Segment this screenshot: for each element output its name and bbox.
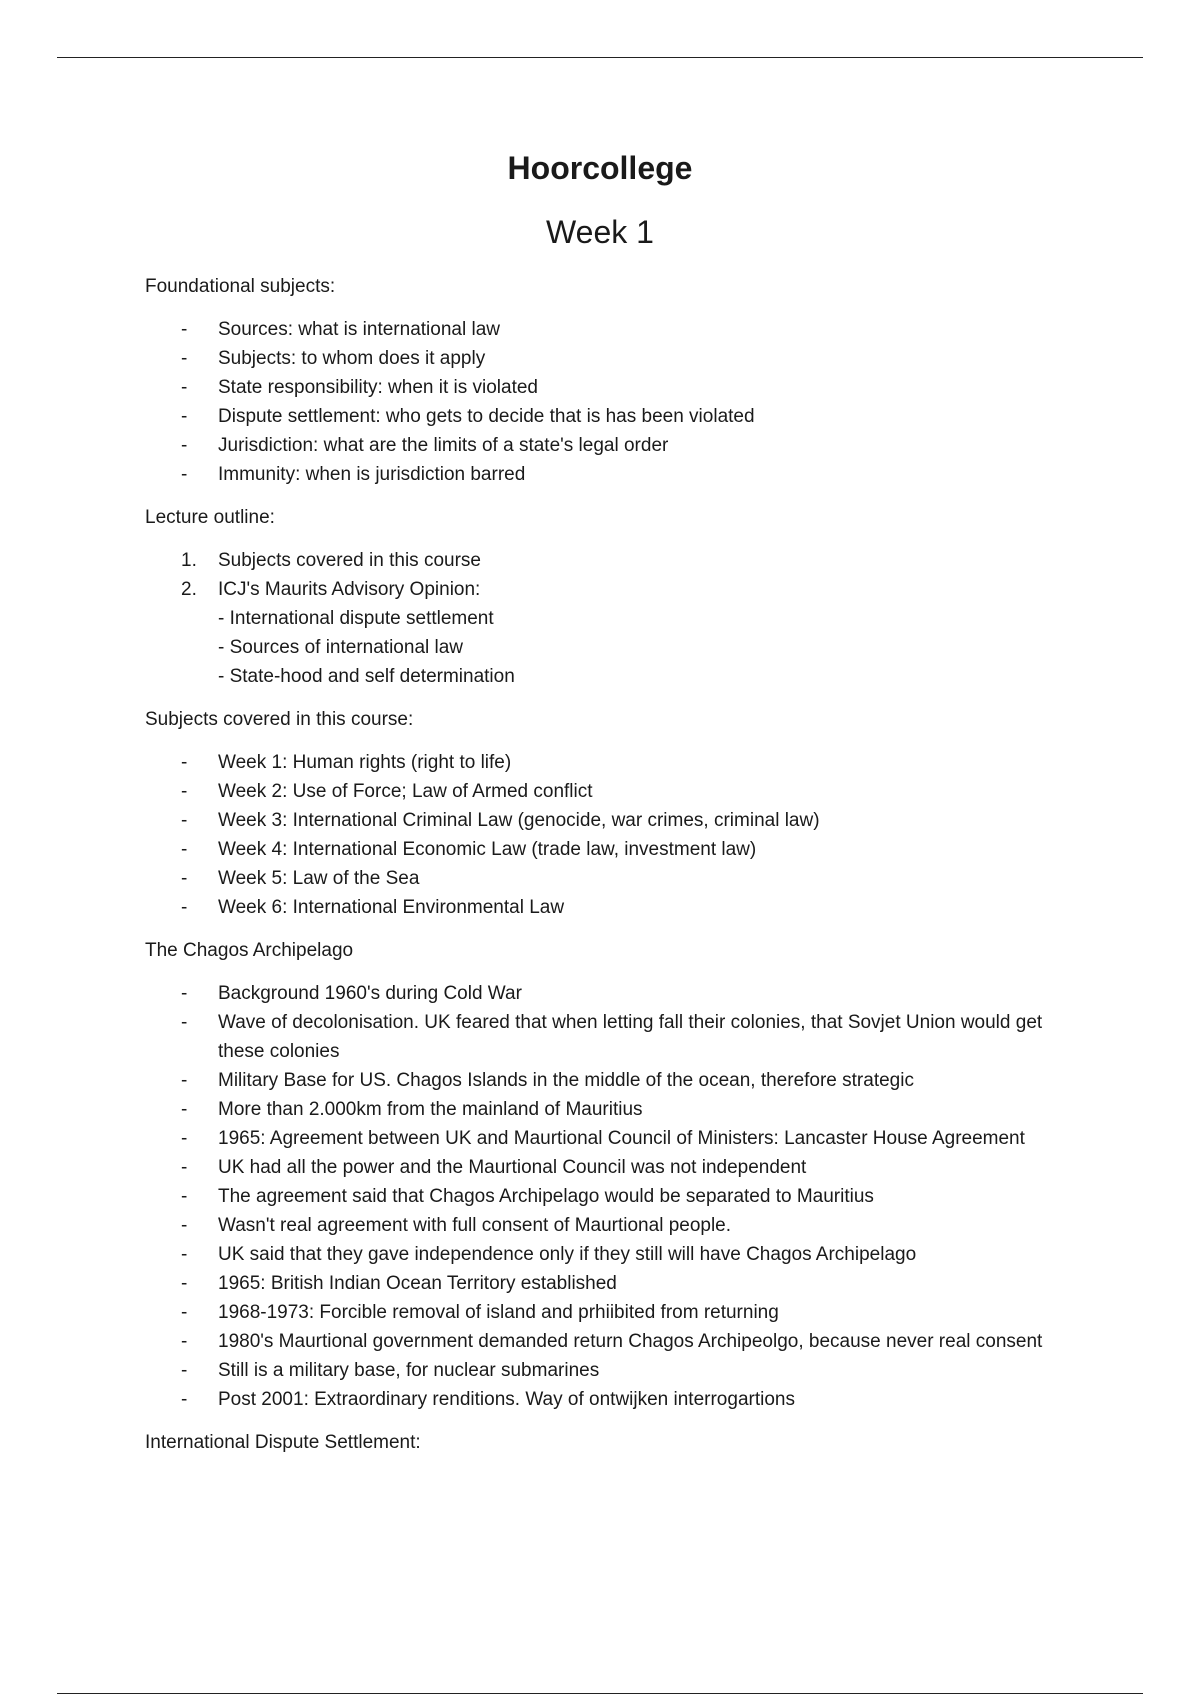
list-item: - Wave of decolonisation. UK feared that when letting fall their colonies, that Sovjet Union would get these colonies bbox=[181, 1012, 1043, 1062]
subjects-heading: Subjects covered in this course: bbox=[145, 709, 414, 730]
page-title: Hoorcollege bbox=[507, 150, 693, 186]
list-item: - The agreement said that Chagos Archipelago would be separated to Mauritius bbox=[181, 1186, 874, 1207]
chagos-list bbox=[145, 979, 1045, 1414]
list-item: - Subjects: to whom does it apply bbox=[181, 348, 486, 369]
list-item: - Sources: what is international law bbox=[181, 319, 500, 340]
chagos-heading: The Chagos Archipelago bbox=[145, 940, 354, 961]
list-item: - Dispute settlement: who gets to decide that is has been violated bbox=[181, 406, 755, 427]
foundational-heading: Foundational subjects: bbox=[145, 276, 336, 297]
header-rule bbox=[57, 57, 1143, 58]
list-item: - State-hood and self determination bbox=[218, 666, 515, 687]
list-item: - 1965: British Indian Ocean Territory established bbox=[181, 1273, 617, 1294]
list-item: - International dispute settlement bbox=[218, 608, 494, 629]
outline-heading: Lecture outline: bbox=[145, 507, 275, 528]
list-item: - Background 1960's during Cold War bbox=[181, 983, 522, 1004]
list-item: - Wasn't real agreement with full consent of Maurtional people. bbox=[181, 1215, 732, 1236]
list-item: - Sources of international law bbox=[218, 637, 464, 658]
outline-sublist bbox=[145, 604, 1045, 691]
list-item: - More than 2.000km from the mainland of Mauritius bbox=[181, 1099, 643, 1120]
document-body bbox=[145, 150, 1045, 1471]
list-item: - Week 5: Law of the Sea bbox=[181, 868, 420, 889]
footer-rule bbox=[57, 1693, 1143, 1694]
list-item: 2. ICJ's Maurits Advisory Opinion: bbox=[181, 579, 481, 600]
list-item: - 1965: Agreement between UK and Maurtional Council of Ministers: Lancaster House Agreement bbox=[181, 1128, 1025, 1149]
list-item: - State responsibility: when it is violated bbox=[181, 377, 538, 398]
list-item: - Week 1: Human rights (right to life) bbox=[181, 752, 512, 773]
list-item: - Week 3: International Criminal Law (genocide, war crimes, criminal law) bbox=[181, 810, 820, 831]
foundational-list bbox=[145, 315, 1045, 489]
list-item: - Military Base for US. Chagos Islands in the middle of the ocean, therefore strategic bbox=[181, 1070, 914, 1091]
page-subtitle: Week 1 bbox=[546, 214, 654, 250]
list-item: - 1980's Maurtional government demanded return Chagos Archipeolgo, because never real consent bbox=[181, 1331, 1043, 1352]
list-item: - Jurisdiction: what are the limits of a state's legal order bbox=[181, 435, 669, 456]
list-item: - Still is a military base, for nuclear submarines bbox=[181, 1360, 600, 1381]
list-item: 1. Subjects covered in this course bbox=[181, 550, 481, 571]
list-item: - UK said that they gave independence only if they still will have Chagos Archipelago bbox=[181, 1244, 917, 1265]
list-item: - Immunity: when is jurisdiction barred bbox=[181, 464, 526, 485]
list-item: - Week 4: International Economic Law (trade law, investment law) bbox=[181, 839, 757, 860]
list-item: - Week 6: International Environmental Law bbox=[181, 897, 565, 918]
outline-list bbox=[145, 546, 1045, 604]
list-item: - Week 2: Use of Force; Law of Armed conflict bbox=[181, 781, 593, 802]
list-item: - Post 2001: Extraordinary renditions. Way of ontwijken interrogartions bbox=[181, 1389, 795, 1410]
list-item: - UK had all the power and the Maurtional Council was not independent bbox=[181, 1157, 807, 1178]
subjects-list bbox=[145, 748, 1045, 922]
list-item: - 1968-1973: Forcible removal of island and prhiibited from returning bbox=[181, 1302, 779, 1323]
dispute-heading: International Dispute Settlement: bbox=[145, 1432, 421, 1453]
